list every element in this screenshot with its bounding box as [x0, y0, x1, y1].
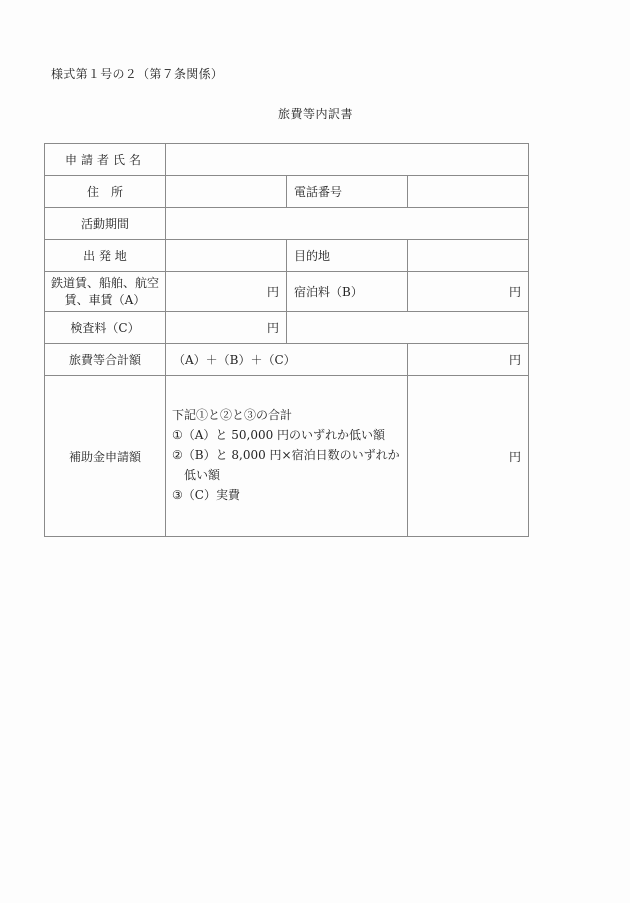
- phone-label: 電話番号: [286, 175, 408, 208]
- departure-label: 出 発 地: [44, 239, 166, 272]
- activity-period-field[interactable]: [165, 207, 529, 240]
- total-unit: 円: [508, 353, 521, 367]
- subsidy-label: 補助金申請額: [44, 375, 166, 537]
- address-label: 住 所: [44, 175, 166, 208]
- destination-field[interactable]: [407, 239, 529, 272]
- accommodation-label: 宿泊料（B）: [286, 271, 408, 312]
- subsidy-unit: 円: [508, 449, 521, 464]
- transport-fare-label: [44, 271, 166, 312]
- calc-line-2-cont: 低い額: [184, 467, 221, 482]
- inspection-fee-field[interactable]: [165, 311, 287, 344]
- subsidy-field[interactable]: [407, 375, 529, 537]
- subsidy-calculation: [165, 375, 408, 537]
- accommodation-unit: 円: [508, 285, 521, 299]
- total-formula: （A）＋（B）＋（C）: [165, 343, 408, 376]
- inspection-fee-unit: 円: [266, 321, 279, 335]
- document-title: 旅費等内訳書: [278, 107, 354, 121]
- phone-field[interactable]: [407, 175, 529, 208]
- calc-line-1: ①（A）と 50,000 円のいずれか低い額: [172, 427, 386, 442]
- calc-line-2: ②（B）と 8,000 円×宿泊日数のいずれか: [172, 447, 400, 462]
- departure-field[interactable]: [165, 239, 287, 272]
- accommodation-field[interactable]: [407, 271, 529, 312]
- transport-fare-field[interactable]: [165, 271, 287, 312]
- address-field[interactable]: [165, 175, 287, 208]
- calc-line-summary: 下記①と②と③の合計: [172, 407, 293, 422]
- total-field[interactable]: [407, 343, 529, 376]
- transport-fare-unit: 円: [266, 285, 279, 299]
- inspection-fee-label: 検査料（C）: [44, 311, 166, 344]
- destination-label: 目的地: [286, 239, 408, 272]
- blank-cell: [286, 311, 529, 344]
- calc-line-3: ③（C）実費: [172, 487, 240, 502]
- activity-period-label: 活動期間: [44, 207, 166, 240]
- applicant-name-label: 申請者氏名: [44, 143, 166, 176]
- applicant-name-field[interactable]: [165, 143, 529, 176]
- form-number: 様式第１号の２（第７条関係）: [51, 67, 224, 81]
- transport-fare-label-line1: 鉄道賃、船舶、航空: [50, 275, 159, 290]
- transport-fare-label-line2: 賃、車賃（A）: [64, 292, 146, 307]
- total-label: 旅費等合計額: [44, 343, 166, 376]
